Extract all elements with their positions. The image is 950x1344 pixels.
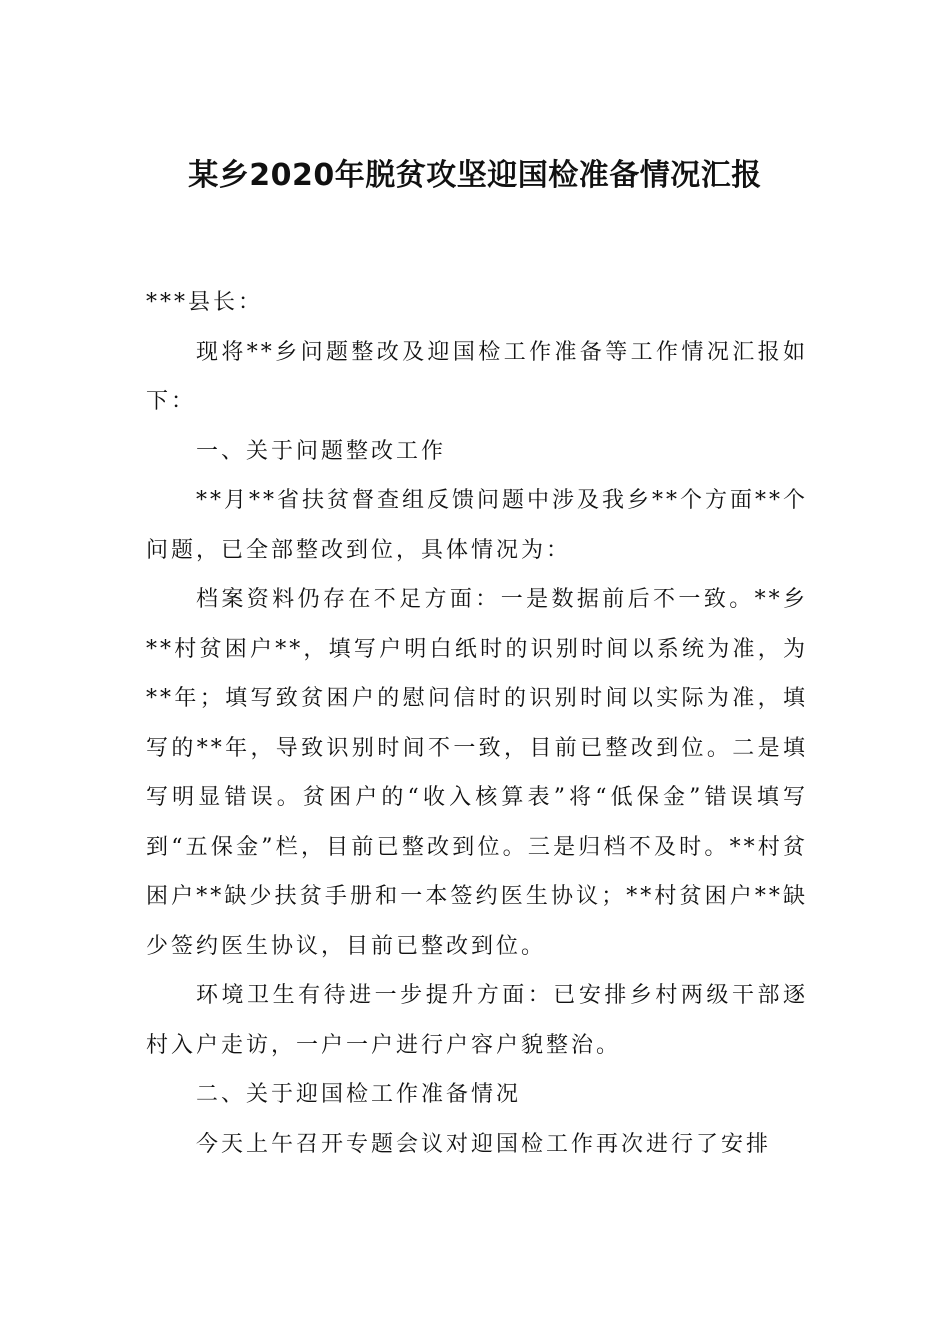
section-heading-1: 一、关于问题整改工作: [196, 438, 447, 464]
section-heading-2: 二、关于迎国检工作准备情况: [196, 1082, 522, 1107]
paragraph-environment: 环境卫生有待进一步提升方面：已安排乡村两级干部逐村入户走访，一户一户进行户容户貌整治。: [146, 983, 808, 1058]
paragraph-feedback: **月**省扶贫督查组反馈问题中涉及我乡**个方面**个问题，已全部整改到位，具体情况为：: [146, 488, 809, 563]
paragraph-archives: 档案资料仍存在不足方面：一是数据前后不一致。**乡**村贫困户**，填写户明白纸时的识别时间以系统为准，为**年；填写致贫困户的慰问信时的识别时间以实际为准，填写的**年，导致识别时间不一致，目前已整改到位。二是填写明显错误。贫困户的“收入核算表”将“低保金”错误填写到“五保金”栏，目前已整改到位。三是归档不及时。**村贫困户**缺少扶贫手册和一本签约医生协议；**村贫困户**缺少签约医生协议，目前已整改到位。: [146, 587, 808, 959]
document-title: 某乡2020年脱贫攻坚迎国检准备情况汇报: [188, 158, 762, 193]
salutation: ***县长：: [146, 290, 264, 315]
document-body: [146, 278, 808, 1169]
paragraph-meeting: 今天上午召开专题会议对迎国检工作再次进行了安排: [196, 1131, 772, 1157]
paragraph-intro: 现将**乡问题整改及迎国检工作准备等工作情况汇报如下：: [146, 339, 808, 414]
